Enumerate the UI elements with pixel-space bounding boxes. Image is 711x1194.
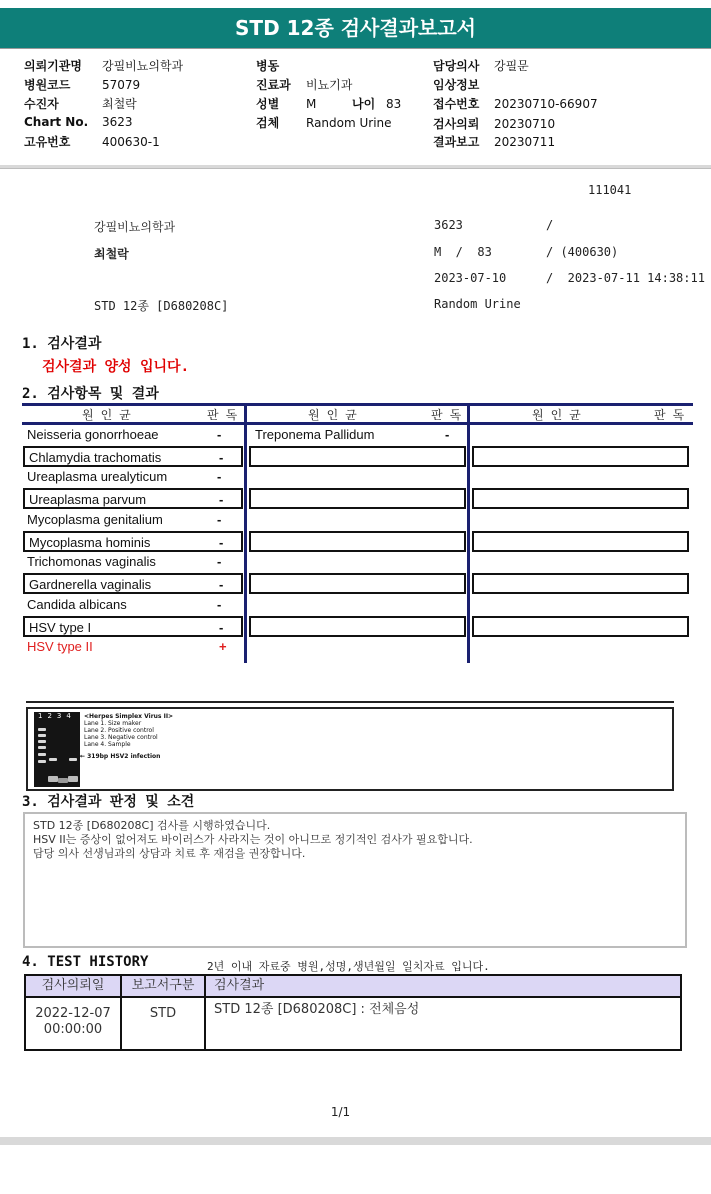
- result-row-hsv2-positive: [23, 637, 243, 658]
- header-label: Chart No.: [24, 115, 89, 129]
- col1-header-result: 판독: [207, 408, 245, 422]
- gel-title: <Herpes Simplex Virus II>: [84, 713, 174, 720]
- report-code: 111041: [588, 183, 632, 197]
- gel-legend-item: Lane 2. Positive control: [84, 727, 154, 734]
- pathogen-result: -: [217, 597, 222, 612]
- pathogen-result: -: [219, 535, 224, 550]
- section4-title: 4. TEST HISTORY: [22, 954, 149, 970]
- empty-result-cell: [472, 616, 689, 637]
- age-label: 나이: [352, 97, 376, 111]
- history-column-divider: [204, 976, 206, 1049]
- header-row-department: [256, 76, 352, 93]
- header-row-request-date: [433, 115, 555, 132]
- history-note: 2년 이내 자료중 병원,성명,생년월일 일치자료 입니다.: [207, 960, 490, 973]
- header-label: 고유번호: [24, 135, 71, 149]
- empty-result-cell: [472, 531, 689, 552]
- header-value: 400630-1: [102, 135, 160, 149]
- section2-title: 2. 검사항목 및 결과: [22, 386, 159, 402]
- empty-result-cell: [249, 616, 466, 637]
- header-label: 병원코드: [24, 78, 71, 92]
- summary-test: STD 12종 [D680208C]: [94, 299, 229, 313]
- header-value: 최철락: [102, 97, 137, 111]
- header-row-sex: [256, 95, 401, 112]
- grid-column-divider: [467, 403, 470, 663]
- header-value: 57079: [102, 78, 141, 92]
- result-row-hsv1: [23, 616, 243, 637]
- result-row-mycoplasma-genitalium: [23, 510, 243, 531]
- section1-title: 1. 검사결과: [22, 336, 102, 352]
- history-table: [24, 974, 682, 1051]
- gel-band: [49, 758, 57, 761]
- result-row-trichomonas: [23, 552, 243, 573]
- pathogen-result: -: [219, 577, 224, 592]
- pathogen-result: -: [445, 427, 450, 442]
- summary-date-received: 2023-07-10: [434, 271, 507, 285]
- header-row-chart-no: [24, 115, 133, 129]
- header-row-ward: [256, 57, 306, 74]
- header-row-unique-id: [24, 133, 160, 150]
- pathogen-name: HSV type II: [27, 639, 93, 654]
- col2-header-pathogen: 원인균: [308, 408, 364, 422]
- header-row-receipt-no: [433, 95, 598, 112]
- opinion-line: HSV II는 증상이 없어져도 바이러스가 사라지는 것이 아니므로 정기적인 검사가 필요합니다.: [33, 833, 473, 846]
- empty-result-cell: [249, 531, 466, 552]
- header-value: Random Urine: [306, 116, 392, 130]
- history-header-type: 보고서구분: [131, 978, 195, 993]
- gel-band: [38, 753, 46, 756]
- header-row-clinical-info: [433, 76, 494, 93]
- header-row-patient: [24, 95, 137, 112]
- header-label: 의뢰기관명: [24, 59, 82, 73]
- empty-result-cell: [472, 446, 689, 467]
- summary-specimen: Random Urine: [434, 297, 521, 311]
- header-separator-line: [0, 168, 711, 169]
- history-row-date: [26, 1006, 120, 1038]
- gel-band: [58, 778, 68, 783]
- header-row-requesting-clinic: [24, 57, 183, 74]
- history-date: 2022-12-07: [35, 1006, 111, 1021]
- result-row-treponema: [251, 425, 465, 446]
- gel-lane-numbers: 1234: [38, 712, 76, 720]
- header-label: 검사의뢰: [433, 117, 480, 131]
- header-label: 검체: [256, 116, 280, 130]
- gel-band: [38, 760, 46, 763]
- result-row-chlamydia: [23, 446, 243, 467]
- gel-electrophoresis-image: [34, 712, 80, 787]
- opinion-line: STD 12종 [D680208C] 검사를 시행하였습니다.: [33, 819, 271, 832]
- pathogen-result: -: [219, 450, 224, 465]
- pathogen-result: -: [217, 469, 222, 484]
- pathogen-result: +: [219, 639, 227, 654]
- summary-chart: 3623: [434, 218, 463, 232]
- header-value: 강필문: [494, 59, 529, 73]
- pathogen-name: Neisseria gonorrhoeae: [27, 427, 159, 442]
- header-value: 비뇨기과: [306, 78, 353, 92]
- section3-title: 3. 검사결과 판정 및 소견: [22, 794, 195, 810]
- gel-band: [48, 776, 58, 782]
- col2-header-result: 판독: [431, 408, 469, 422]
- grid-column-divider: [244, 403, 247, 663]
- pathogen-name: Trichomonas vaginalis: [27, 554, 156, 569]
- header-label: 진료과: [256, 78, 291, 92]
- history-row-type: STD: [149, 1006, 177, 1021]
- gel-image-panel: [26, 707, 674, 791]
- gel-band: [68, 776, 78, 782]
- history-time: 00:00:00: [43, 1022, 103, 1037]
- header-value: 3623: [102, 115, 133, 129]
- gel-band-annotation: ← 319bp HSV2 infection: [80, 753, 161, 760]
- result-row-mycoplasma-hominis: [23, 531, 243, 552]
- results-grid: [22, 403, 693, 663]
- summary-patient: 최철락: [94, 247, 129, 261]
- gel-band: [38, 740, 46, 743]
- history-header-date: 검사의뢰일: [41, 978, 105, 993]
- pathogen-name: HSV type I: [29, 620, 92, 635]
- pathogen-result: -: [217, 427, 222, 442]
- gel-band: [38, 728, 46, 731]
- pathogen-result: -: [217, 554, 222, 569]
- header-value: 20230710-66907: [494, 97, 598, 111]
- opinion-line: 담당 의사 선생님과의 상담과 치료 후 재검을 권장합니다.: [33, 847, 306, 860]
- pathogen-name: Mycoplasma hominis: [29, 535, 151, 550]
- summary-sex-age: M / 83: [434, 245, 492, 259]
- empty-result-cell: [249, 573, 466, 594]
- gel-band: [69, 758, 77, 761]
- pathogen-result: -: [217, 512, 222, 527]
- empty-result-cell: [249, 488, 466, 509]
- header-row-hospital-code: [24, 76, 140, 93]
- pathogen-result: -: [219, 620, 224, 635]
- gel-legend: [84, 713, 173, 748]
- gel-band: [38, 746, 46, 749]
- history-row-result: STD 12종 [D680208C] : 전체음성: [214, 1002, 420, 1017]
- empty-result-cell: [249, 446, 466, 467]
- title-divider: [0, 48, 711, 49]
- header-row-report-date: [433, 133, 555, 150]
- result-row-ureaplasma-parvum: [23, 488, 243, 509]
- opinion-box: [23, 812, 687, 948]
- header-value: 20230710: [494, 117, 556, 131]
- result-row-gardnerella: [23, 573, 243, 594]
- gel-legend-item: Lane 4. Sample: [84, 741, 131, 748]
- positive-result-message: 검사결과 양성 입니다.: [42, 359, 190, 375]
- pathogen-result: -: [219, 492, 224, 507]
- pathogen-name: Ureaplasma urealyticum: [27, 469, 168, 484]
- result-row-candida: [23, 595, 243, 616]
- gel-top-rule: [26, 701, 674, 703]
- summary-date-reported: / 2023-07-11 14:38:11: [546, 271, 705, 285]
- header-value: 강필비뇨의학과: [102, 59, 184, 73]
- header-label: 결과보고: [433, 135, 480, 149]
- header-label: 병동: [256, 59, 280, 73]
- age-value: 83: [386, 97, 402, 111]
- summary-hospital: 강필비뇨의학과: [94, 220, 176, 234]
- summary-id-ref: / (400630): [546, 245, 619, 259]
- pathogen-name: Ureaplasma parvum: [29, 492, 147, 507]
- footer-bar: [0, 1137, 711, 1145]
- col3-header-pathogen: 원인균: [532, 408, 588, 422]
- header-label: 접수번호: [433, 97, 480, 111]
- summary-chart-slash: /: [546, 218, 554, 232]
- header-label: 성별: [256, 97, 280, 111]
- pathogen-name: Mycoplasma genitalium: [27, 512, 163, 527]
- pathogen-name: Candida albicans: [27, 597, 127, 612]
- pathogen-name: Chlamydia trachomatis: [29, 450, 162, 465]
- empty-result-cell: [472, 573, 689, 594]
- col3-header-result: 판독: [654, 408, 692, 422]
- gel-legend-item: Lane 1. Size maker: [84, 720, 142, 727]
- header-label: 임상정보: [433, 78, 480, 92]
- result-row-neisseria: [23, 425, 243, 446]
- report-title: STD 12종 검사결과보고서: [0, 8, 711, 48]
- page-number: 1/1: [330, 1105, 351, 1119]
- header-value: 20230711: [494, 135, 556, 149]
- result-row-ureaplasma-urealyticum: [23, 467, 243, 488]
- gel-legend-item: Lane 3. Negative control: [84, 734, 158, 741]
- history-header-result: 검사결과: [214, 978, 265, 993]
- header-label: 수진자: [24, 97, 59, 111]
- gel-band: [38, 734, 46, 737]
- header-row-specimen: [256, 114, 392, 131]
- header-value: M: [306, 97, 317, 111]
- col1-header-pathogen: 원인균: [82, 408, 138, 422]
- empty-result-cell: [472, 488, 689, 509]
- header-label: 담당의사: [433, 59, 480, 73]
- header-row-doctor: [433, 57, 529, 74]
- pathogen-name: Gardnerella vaginalis: [29, 577, 152, 592]
- pathogen-name: Treponema Pallidum: [255, 427, 375, 442]
